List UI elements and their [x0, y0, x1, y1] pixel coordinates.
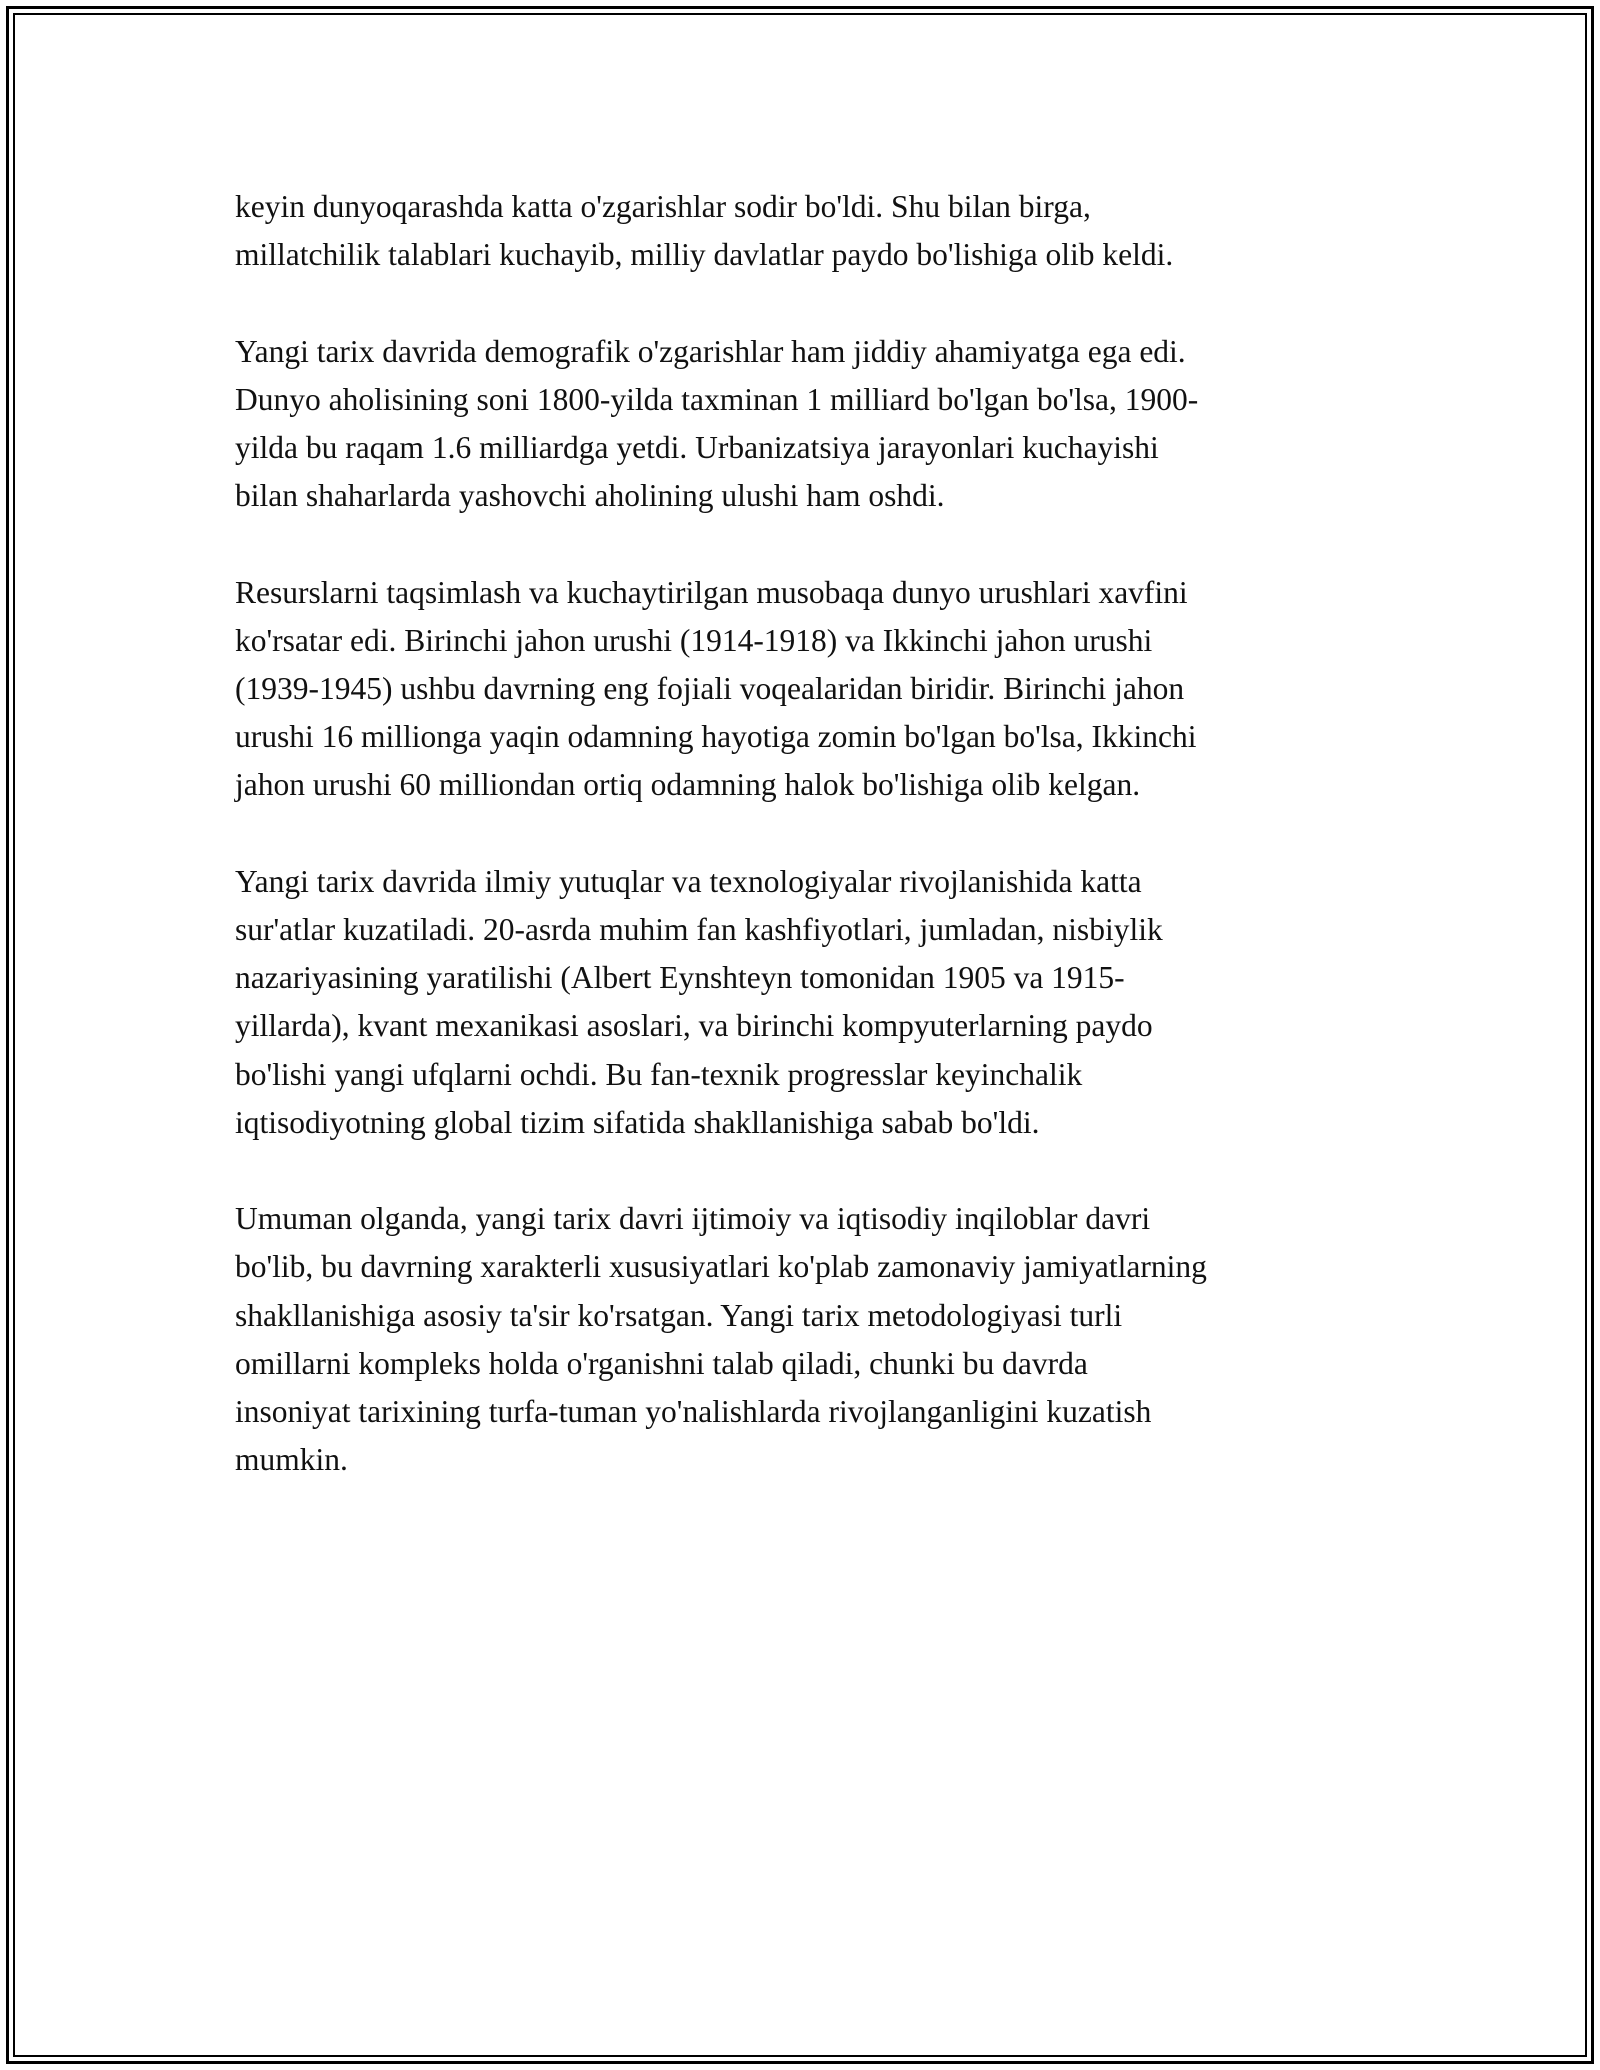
paragraph-world-wars: Resurslarni taqsimlash va kuchaytirilgan musobaqa dunyo urushlari xavfini ko'rsatar edi. Birinchi jahon urushi (1914-1918) va Ikkinchi jahon urushi (1939-1945) ushbu davrning eng fojiali voqealaridan biridir. Birinchi jahon urushi 16 millionga yaqin odamning hayotiga zomin bo'lgan bo'lsa, Ikkinchi jahon urushi 60 milliondan ortiq odamning halok bo'lishiga olib kelgan. — [235, 574, 1197, 803]
paragraph-conclusion: Umuman olganda, yangi tarix davri ijtimoiy va iqtisodiy inqiloblar davri bo'lib, bu davrning xarakterli xususiyatlari ko'plab zamonaviy jamiyatlarning shakllanishiga asosiy ta'sir ko'rsatgan. Yangi tarix metodologiyasi turli omillarni kompleks holda o'rganishni talab qiladi, chunki bu davrda insoniyat tarixining turfa-tuman yo'nalishlarda rivojlanganligini kuzatish mumkin. — [235, 1201, 1207, 1478]
paragraph-continuation: keyin dunyoqarashda katta o'zgarishlar sodir bo'ldi. Shu bilan birga, millatchilik talablari kuchayib, milliy davlatlar paydo bo'lishiga olib keldi. — [235, 189, 1174, 273]
paragraph-demographics: Yangi tarix davrida demografik o'zgarishlar ham jiddiy ahamiyatga ega edi. Dunyo aholisining soni 1800-yilda taxminan 1 milliard bo'lgan bo'lsa, 1900- yilda bu raqam 1.6 milliardga yetdi. Urbanizatsiya jarayonlari kuchayishi bilan shaharlarda yashovchi aholining ulushi ham oshdi. — [235, 333, 1199, 514]
document-body — [235, 183, 1385, 1533]
paragraph-science-technology: Yangi tarix davrida ilmiy yutuqlar va texnologiyalar rivojlanishida katta sur'atlar kuzatiladi. 20-asrda muhim fan kashfiyotlari, jumladan, nisbiylik nazariyasining yaratilishi (Albert Eynshteyn tomonidan 1905 va 1915- yillarda), kvant mexanikasi asoslari, va birinchi kompyuterlarning paydo bo'lishi yangi ufqlarni ochdi. Bu fan-texnik progresslar keyinchalik iqtisodiyotning global tizim sifatida shakllanishiga sabab bo'ldi. — [235, 863, 1163, 1140]
